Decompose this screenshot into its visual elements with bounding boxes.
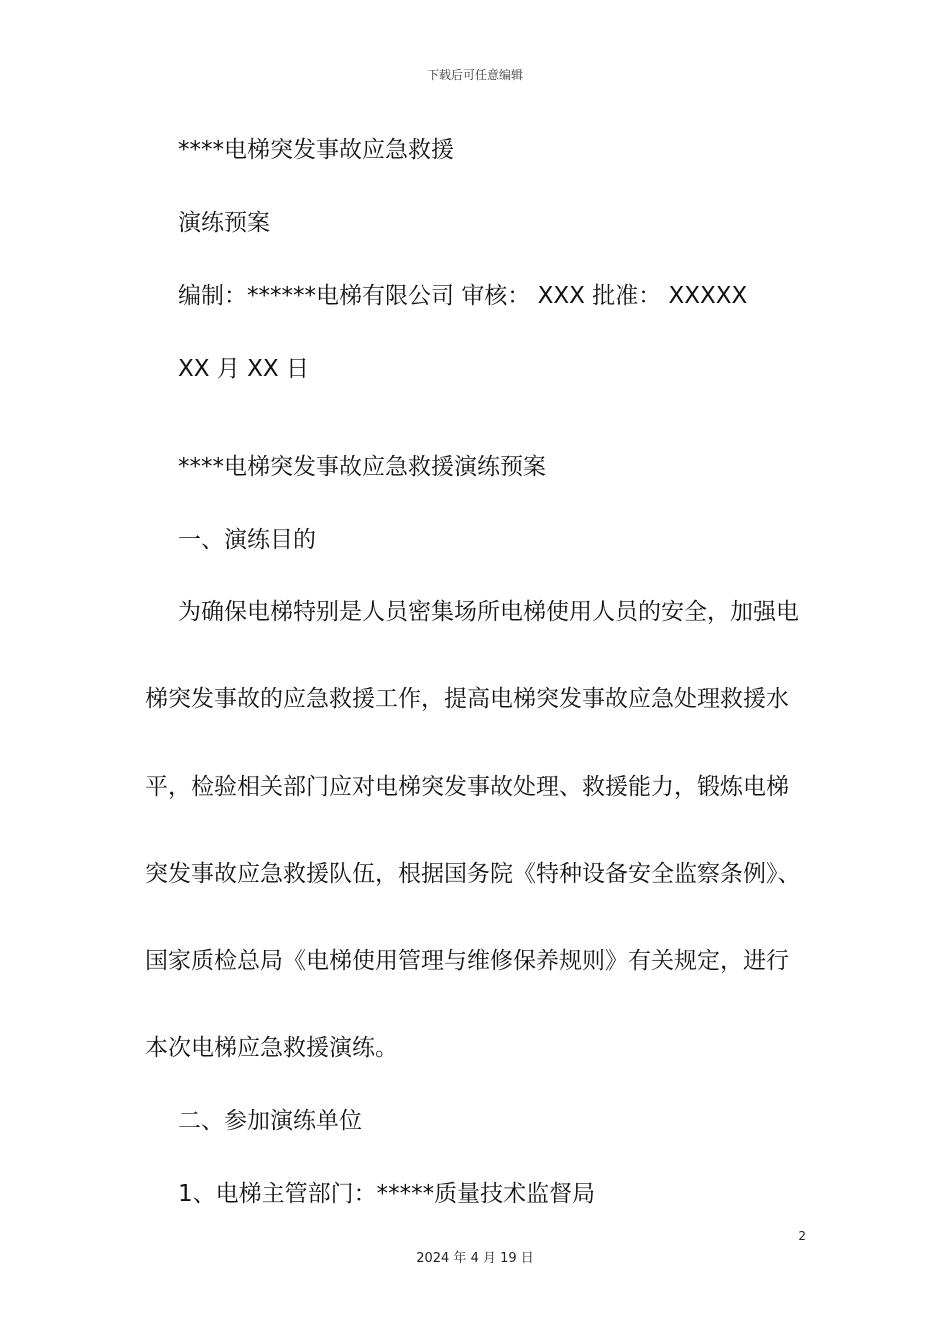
- section2-item1: 1、电梯主管部门：*****质量技术监督局: [178, 1181, 596, 1207]
- page-number: 2: [798, 1229, 806, 1243]
- cover-date: XX 月 XX 日: [178, 356, 309, 382]
- paragraph-line: 为确保电梯特别是人员密集场所电梯使用人员的安全，加强电: [178, 599, 799, 625]
- cover-credits: 编制：******电梯有限公司 审核： XXX 批准： XXXXX: [178, 283, 748, 309]
- cover-title-line1: ****电梯突发事故应急救援: [178, 137, 454, 163]
- paragraph-line: 梯突发事故的应急救援工作，提高电梯突发事故应急处理救援水: [145, 686, 789, 712]
- header-note: 下载后可任意编辑: [426, 68, 523, 82]
- paragraph-line: 本次电梯应急救援演练。: [145, 1035, 398, 1061]
- footer-date: 2024 年 4 月 19 日: [416, 1251, 534, 1266]
- section2-heading: 二、参加演练单位: [178, 1108, 362, 1134]
- paragraph-line: 突发事故应急救援队伍，根据国务院《特种设备安全监察条例》、: [145, 861, 801, 887]
- section1-heading: 一、演练目的: [178, 527, 316, 553]
- paragraph-line: 国家质检总局《电梯使用管理与维修保养规则》有关规定，进行: [145, 948, 789, 974]
- document-title: ****电梯突发事故应急救援演练预案: [178, 454, 546, 480]
- cover-title-line2: 演练预案: [178, 210, 270, 236]
- paragraph-line: 平，检验相关部门应对电梯突发事故处理、救援能力，锻炼电梯: [145, 774, 789, 800]
